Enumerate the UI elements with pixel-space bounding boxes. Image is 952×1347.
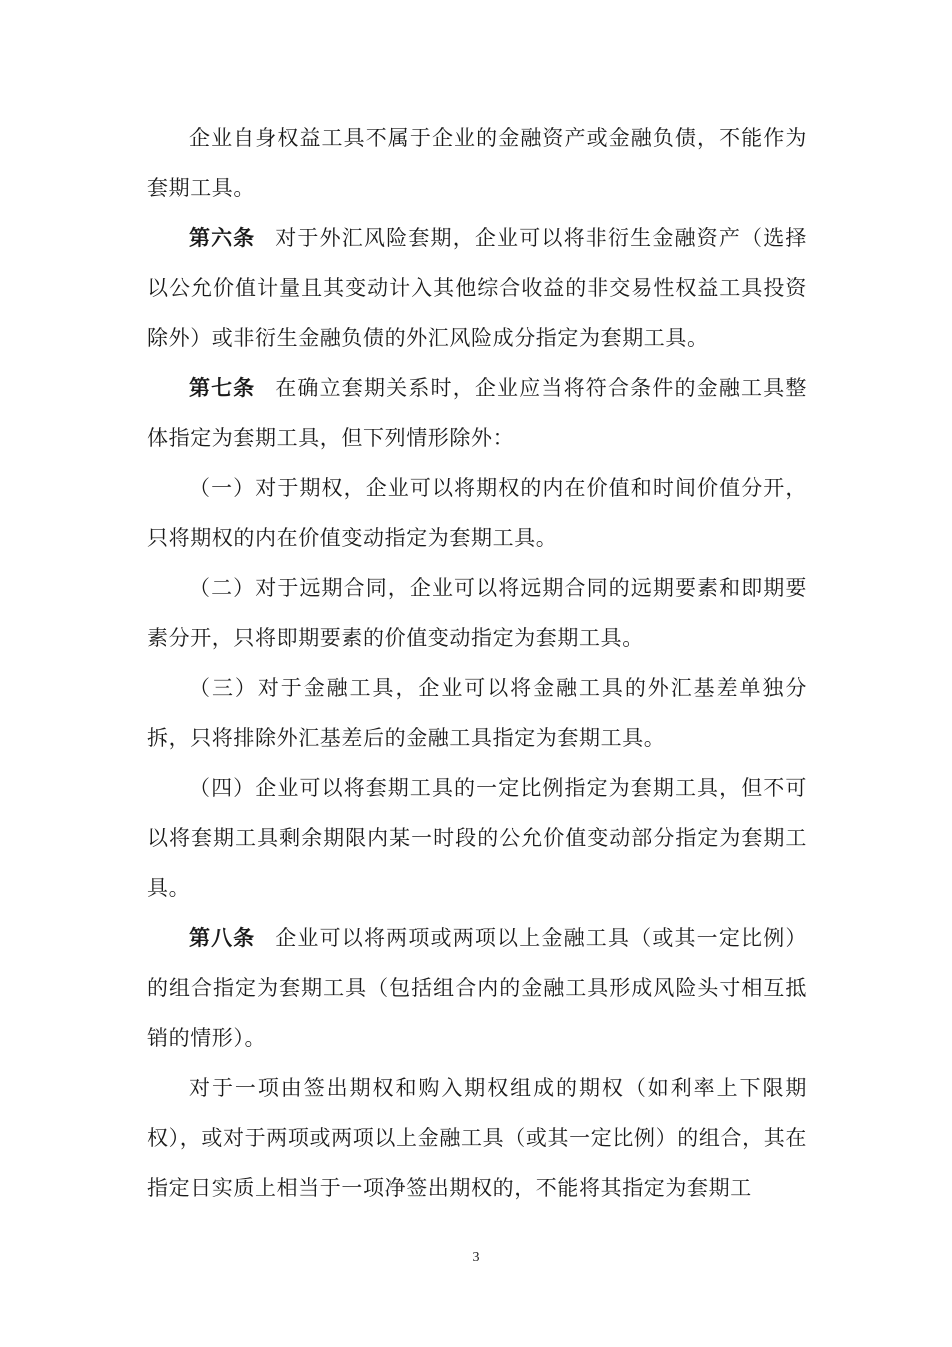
paragraph-text: 企业自身权益工具不属于企业的金融资产或金融负债，不能作为套期工具。 bbox=[147, 126, 807, 200]
paragraph-text: 对于外汇风险套期，企业可以将非衍生金融资产（选择以公允价值计量且其变动计入其他综合收益的非交易性权益工具投资除外）或非衍生金融负债的外汇风险成分指定为套期工具。 bbox=[147, 226, 807, 350]
paragraph-text: （三）对于金融工具，企业可以将金融工具的外汇基差单独分拆，只将排除外汇基差后的金融工具指定为套期工具。 bbox=[147, 676, 807, 750]
article-8 bbox=[147, 913, 807, 1063]
page-number: 3 bbox=[472, 1250, 480, 1265]
paragraph-text: （一）对于期权，企业可以将期权的内在价值和时间价值分开，只将期权的内在价值变动指定为套期工具。 bbox=[147, 476, 807, 550]
paragraph-text: （四）企业可以将套期工具的一定比例指定为套期工具，但不可以将套期工具剩余期限内某一时段的公允价值变动部分指定为套期工具。 bbox=[147, 776, 807, 900]
article-7-item-4 bbox=[147, 763, 807, 913]
article-7-item-2 bbox=[147, 563, 807, 663]
paragraph-text: 对于一项由签出期权和购入期权组成的期权（如利率上下限期权），或对于两项或两项以上金融工具（或其一定比例）的组合，其在指定日实质上相当于一项净签出期权的，不能将其指定为套期工 bbox=[147, 1076, 807, 1200]
article-7 bbox=[147, 363, 807, 463]
article-7-item-3 bbox=[147, 663, 807, 763]
article-7-item-1 bbox=[147, 463, 807, 563]
paragraph-written-options bbox=[147, 1063, 807, 1213]
article-6 bbox=[147, 213, 807, 363]
paragraph-text: 企业可以将两项或两项以上金融工具（或其一定比例）的组合指定为套期工具（包括组合内的金融工具形成风险头寸相互抵销的情形）。 bbox=[147, 926, 807, 1050]
article-number: 第六条 bbox=[189, 226, 256, 250]
article-number: 第七条 bbox=[189, 376, 256, 400]
paragraph-equity-instruments bbox=[147, 113, 807, 213]
paragraph-text: （二）对于远期合同，企业可以将远期合同的远期要素和即期要素分开，只将即期要素的价值变动指定为套期工具。 bbox=[147, 576, 807, 650]
document-body bbox=[147, 113, 807, 1213]
article-number: 第八条 bbox=[189, 926, 256, 950]
paragraph-text: 在确立套期关系时，企业应当将符合条件的金融工具整体指定为套期工具，但下列情形除外： bbox=[147, 376, 807, 450]
